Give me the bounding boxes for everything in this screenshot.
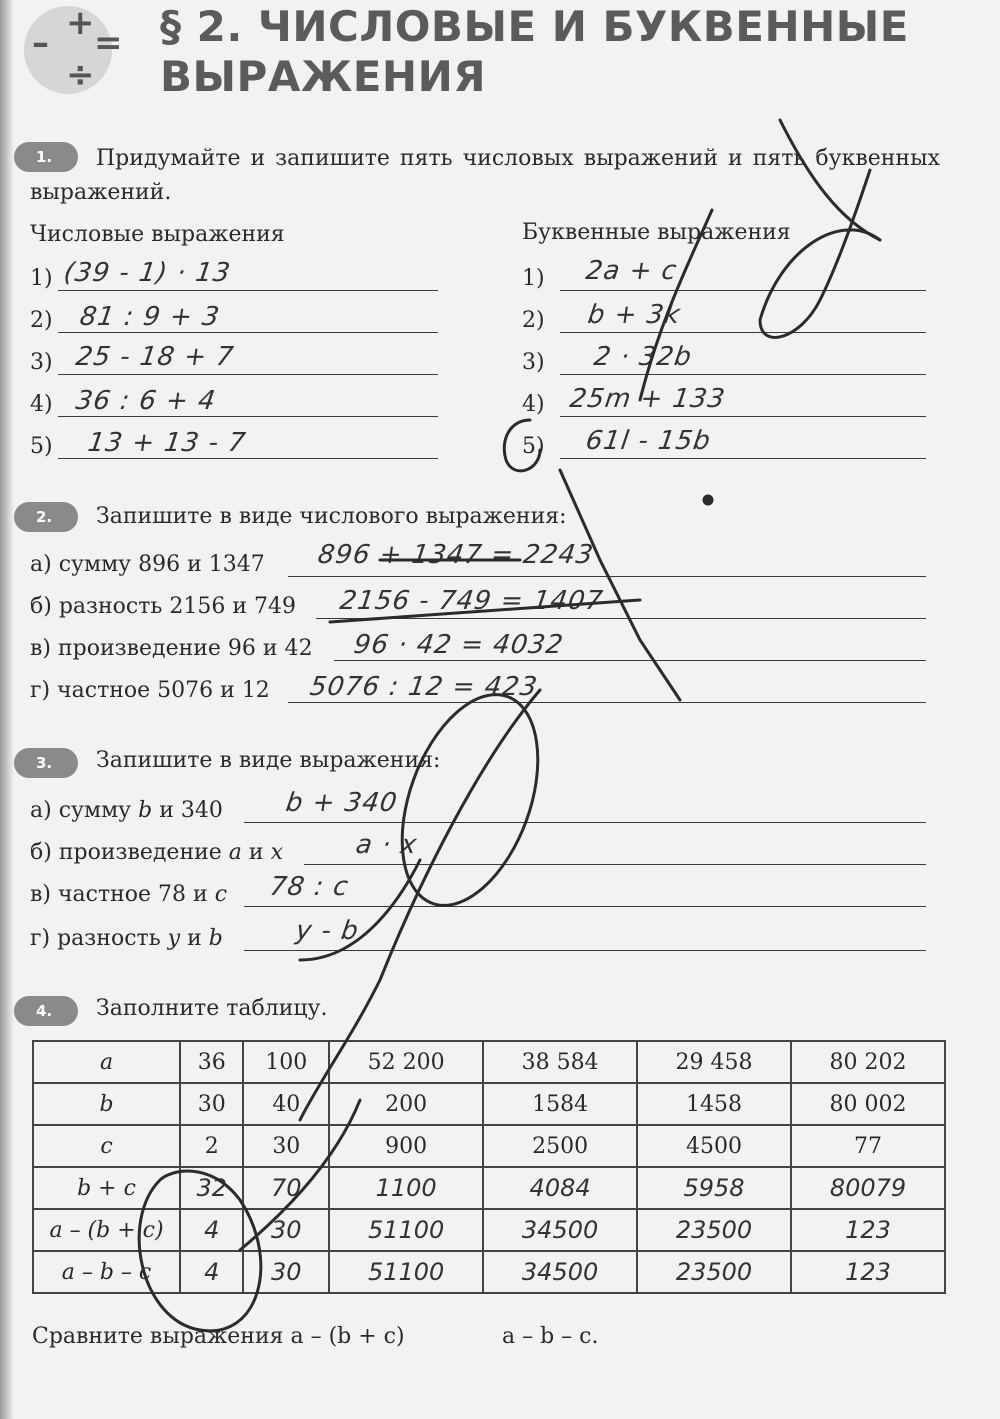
table-row: [33, 1209, 945, 1251]
table-cell: 4500: [637, 1125, 791, 1167]
table-cell: 80 002: [791, 1083, 945, 1125]
item-prefix: в) частное: [30, 882, 159, 907]
handwritten-cell: 30: [243, 1209, 329, 1251]
svg-text:÷: ÷: [66, 55, 95, 95]
table-cell: 80 202: [791, 1041, 945, 1083]
list-number: 1): [522, 266, 545, 291]
table-cell: 200: [329, 1083, 483, 1125]
variable: b: [208, 926, 223, 951]
table-cell: 77: [791, 1125, 945, 1167]
operand: 78: [158, 882, 187, 907]
table-row: [33, 1125, 945, 1167]
answer-line: [244, 950, 926, 951]
task-item-label: б) разность 2156 и 749: [30, 594, 297, 619]
answer-line: [244, 906, 926, 907]
table-cell: 40: [243, 1083, 329, 1125]
table-cell: 1584: [483, 1083, 637, 1125]
table-cell: 30: [243, 1125, 329, 1167]
answer-line: [560, 416, 926, 417]
handwritten-answer: 61l - 15b: [583, 426, 713, 456]
page-title-continued: ВЫРАЖЕНИЯ: [160, 52, 487, 101]
fill-table: [32, 1040, 946, 1294]
table-cell: 29 458: [637, 1041, 791, 1083]
row-header: b + c: [33, 1167, 180, 1209]
answer-line: [560, 458, 926, 459]
row-header: a – (b + c): [33, 1209, 180, 1251]
handwritten-answer: 96 · 42 = 4032: [351, 630, 566, 660]
table-row: [33, 1083, 945, 1125]
list-number: 2): [30, 308, 53, 333]
handwritten-cell: 80079: [791, 1167, 945, 1209]
handwritten-answer: 78 : c: [267, 872, 351, 902]
task-number-badge: 2.: [14, 502, 78, 532]
handwritten-answer: 2 · 32b: [591, 342, 695, 372]
list-number: 1): [30, 266, 53, 291]
task-item-label: [30, 840, 283, 865]
handwritten-cell: 1100: [329, 1167, 483, 1209]
variable: x: [270, 840, 283, 865]
task-number-badge: 1.: [14, 142, 78, 172]
answer-line: [58, 290, 438, 291]
list-number: 5): [522, 434, 545, 459]
handwritten-answer: b + 340: [283, 788, 400, 818]
table-row: [33, 1041, 945, 1083]
list-number: 3): [522, 350, 545, 375]
variable: c: [214, 882, 228, 907]
answer-line: [288, 702, 926, 703]
item-prefix: б) произведение: [30, 840, 229, 865]
handwritten-cell: 5958: [637, 1167, 791, 1209]
task-item-label: а) сумму 896 и 1347: [30, 552, 265, 577]
item-mid: и: [180, 926, 209, 951]
handwritten-cell: 23500: [637, 1209, 791, 1251]
table-cell: 30: [180, 1083, 243, 1125]
table-cell: 1458: [637, 1083, 791, 1125]
item-mid: и: [152, 798, 181, 823]
table-row: [33, 1167, 945, 1209]
handwritten-cell: 70: [243, 1167, 329, 1209]
letter-heading: Буквенные выражения: [522, 220, 791, 245]
compare-instruction: [32, 1324, 599, 1349]
handwritten-cell: 123: [791, 1209, 945, 1251]
svg-text:+: +: [66, 4, 95, 43]
variable: a: [228, 840, 242, 865]
answer-line: [304, 864, 926, 865]
table-cell: 52 200: [329, 1041, 483, 1083]
list-number: 4): [522, 392, 545, 417]
page-title: § 2. ЧИСЛОВЫЕ И БУКВЕННЫЕ: [160, 2, 909, 51]
list-number: 2): [522, 308, 545, 333]
list-number: 4): [30, 392, 53, 417]
answer-line: [560, 290, 926, 291]
row-header: b: [33, 1083, 180, 1125]
table-cell: 100: [243, 1041, 329, 1083]
handwritten-cell: 30: [243, 1251, 329, 1293]
task-item-label: [30, 882, 227, 907]
item-prefix: а) сумму: [30, 798, 139, 823]
task-instruction: Запишите в виде выражения:: [96, 748, 441, 773]
table-cell: 900: [329, 1125, 483, 1167]
handwritten-answer: 896 + 1347 = 2243: [315, 540, 596, 570]
answer-line: [58, 416, 438, 417]
row-header: a – b – c: [33, 1251, 180, 1293]
math-operations-icon: [18, 4, 138, 96]
row-header: c: [33, 1125, 180, 1167]
task-instruction: Заполните таблицу.: [96, 996, 328, 1021]
handwritten-cell: 123: [791, 1251, 945, 1293]
item-mid: и: [186, 882, 215, 907]
variable: b: [138, 798, 153, 823]
answer-line: [244, 822, 926, 823]
task-number-badge: 4.: [14, 996, 78, 1026]
answer-line: [58, 458, 438, 459]
variable: y: [167, 926, 181, 951]
handwritten-answer: 5076 : 12 = 423: [307, 672, 540, 702]
numeric-heading: Числовые выражения: [30, 222, 285, 247]
table-row: [33, 1251, 945, 1293]
handwritten-answer: 25 - 18 + 7: [73, 342, 237, 372]
handwritten-cell: 34500: [483, 1251, 637, 1293]
handwritten-cell: 51100: [329, 1251, 483, 1293]
handwritten-cell: 32: [180, 1167, 243, 1209]
handwritten-answer: b + 3k: [585, 300, 683, 330]
answer-line: [560, 374, 926, 375]
item-prefix: г) разность: [30, 926, 168, 951]
handwritten-answer: 13 + 13 - 7: [85, 428, 249, 458]
handwritten-answer: 36 : 6 + 4: [73, 386, 218, 416]
answer-line: [334, 660, 926, 661]
handwritten-cell: 23500: [637, 1251, 791, 1293]
task-instruction: Придумайте и запишите пять числовых выражений и пять буквенных выражений.: [30, 146, 940, 205]
answer-line: [58, 332, 438, 333]
handwritten-answer: 2156 - 749 = 1407: [337, 586, 606, 616]
handwritten-cell: 4084: [483, 1167, 637, 1209]
handwritten-answer: a · x: [353, 830, 420, 860]
table-cell: 2: [180, 1125, 243, 1167]
handwritten-answer: 25m + 133: [567, 384, 728, 414]
task-item-label: г) частное 5076 и 12: [30, 678, 270, 703]
answer-line: [316, 618, 926, 619]
page-edge-shadow: [0, 0, 14, 1419]
answer-line: [288, 576, 926, 577]
row-header: a: [33, 1041, 180, 1083]
task-item-label: в) произведение 96 и 42: [30, 636, 313, 661]
handwritten-answer: y - b: [293, 916, 361, 946]
handwritten-cell: 51100: [329, 1209, 483, 1251]
item-mid: и: [241, 840, 271, 865]
handwritten-cell: 34500: [483, 1209, 637, 1251]
handwritten-cell: 4: [180, 1251, 243, 1293]
task-item-label: [30, 798, 223, 823]
list-number: 5): [30, 434, 53, 459]
task-item-label: [30, 926, 223, 951]
table-cell: 38 584: [483, 1041, 637, 1083]
task-instruction: Запишите в виде числового выражения:: [96, 504, 567, 529]
answer-line: [560, 332, 926, 333]
compare-text: Сравните выражения a – (b + c): [32, 1324, 405, 1349]
svg-text:–: –: [32, 23, 49, 63]
compare-expression: a – b – c.: [502, 1324, 599, 1349]
handwritten-answer: 2a + c: [583, 256, 680, 286]
handwritten-answer: 81 : 9 + 3: [77, 302, 222, 332]
handwritten-cell: 4: [180, 1209, 243, 1251]
table-cell: 36: [180, 1041, 243, 1083]
table-cell: 2500: [483, 1125, 637, 1167]
list-number: 3): [30, 350, 53, 375]
operand: 340: [180, 798, 223, 823]
task-number-badge: 3.: [14, 748, 78, 778]
svg-text:=: =: [94, 23, 123, 63]
handwritten-answer: (39 - 1) · 13: [61, 258, 233, 288]
answer-line: [58, 374, 438, 375]
